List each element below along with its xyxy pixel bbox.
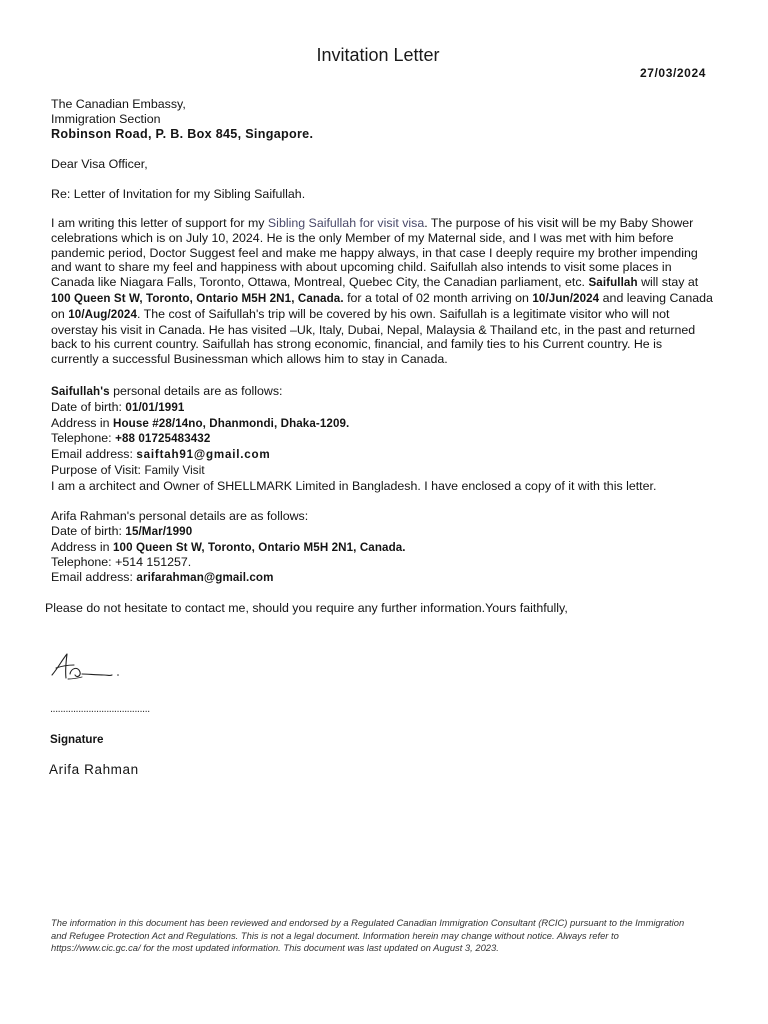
letter-title: Invitation Letter bbox=[316, 45, 440, 65]
signature-label: Signature bbox=[50, 733, 104, 746]
saifullah-phone: Telephone: +88 01725483432 bbox=[51, 431, 211, 446]
body-text: will stay at bbox=[637, 275, 699, 290]
body-paragraph bbox=[51, 216, 713, 367]
arifa-dob: Date of birth: 15/Mar/1990 bbox=[51, 523, 193, 538]
closing-line: Please do not hesitate to contact me, should you require any further information.Yours faithfully, bbox=[45, 601, 568, 615]
body-highlight: Sibling Saifullah for visit visa bbox=[267, 216, 425, 230]
saifullah-dob: Date of birth: 01/01/1991 bbox=[51, 399, 185, 414]
saifullah-occupation: I am a architect and Owner of SHELLMARK Limited in Bangladesh. I have enclosed a copy of it with this letter. bbox=[51, 478, 657, 493]
body-departure-date: 10/Aug/2024 bbox=[68, 307, 138, 321]
body-text: I am writing this letter of support for my bbox=[51, 216, 268, 230]
arifa-phone: Telephone: +514 151257. bbox=[51, 555, 192, 570]
letter-date: 27/03/2024 bbox=[639, 66, 706, 80]
saifullah-name: Saifullah's bbox=[51, 385, 110, 398]
arifa-address: Address in 100 Queen St W, Toronto, Ontario M5H 2N1, Canada. bbox=[51, 539, 406, 554]
body-text: . The cost of Saifullah's trip will be covered by his own. Saifullah is a legitimate visitor who will not overstay his visit in Canada. He has visited –Uk, Italy, Dubai, Nepal, Malaysia & Thailand etc, in the past and returned back to his current country. Saifullah has strong economic, financial, and family ties to his Current country. He is currently a successful Businessman which allows him to stay in Canada. bbox=[51, 306, 696, 367]
arifa-details bbox=[51, 509, 713, 586]
disclaimer-footer: The information in this document has been reviewed and endorsed by a Regulated Canadian Immigration Consultant (RCIC) pursuant to the Immigration and Refugee Protection Act and Regulations. This is not a legal document. Information herein may change without notice. Always refer to https://www.cic.gc.ca/ for the most updated information. This document was last updated on August 3, 2023. bbox=[51, 917, 685, 954]
body-text: and leaving Canada on bbox=[51, 290, 713, 321]
subject-line: Re: Letter of Invitation for my Sibling Saifullah. bbox=[51, 187, 306, 201]
salutation: Dear Visa Officer, bbox=[51, 157, 148, 171]
saifullah-address: Address in House #28/14no, Dhanmondi, Dhaka-1209. bbox=[51, 415, 350, 430]
arifa-intro: Arifa Rahman's personal details are as follows: bbox=[51, 509, 309, 523]
handwritten-signature bbox=[44, 648, 134, 688]
body-text: . The purpose of his visit will be my Baby Shower celebrations which is on July 10, 2024. He is the only Member of my Maternal side, and I was met with him before pandemic period, Doctor Suggest feel and make me happy always, in that case I deeply require my brother impending and want to share my feel and happiness with about upcoming child. Saifullah also intends to visit some places in Canada like Niagara Falls, Toronto, Ottawa, Montreal, Quebec City, the Canadian parliament, etc. bbox=[51, 216, 698, 290]
arifa-email: Email address: arifarahman@gmail.com bbox=[51, 570, 274, 585]
saifullah-purpose: Purpose of Visit: Family Visit bbox=[51, 462, 205, 477]
signer-name: Arifa Rahman bbox=[49, 762, 139, 777]
recipient-line-1: The Canadian Embassy, bbox=[51, 97, 186, 111]
body-stay-address: 100 Queen St W, Toronto, Ontario M5H 2N1, Canada. bbox=[51, 291, 344, 305]
body-name: Saifullah bbox=[588, 276, 638, 290]
signature-line: ....................................... bbox=[50, 703, 150, 715]
recipient-address bbox=[51, 97, 713, 141]
body-text: for a total of 02 month arriving on bbox=[343, 290, 533, 305]
body-arrival-date: 10/Jun/2024 bbox=[532, 291, 600, 305]
recipient-line-3: Robinson Road, P. B. Box 845, Singapore. bbox=[51, 126, 314, 141]
saifullah-details bbox=[51, 384, 713, 494]
saifullah-email: Email address: saiftah91@gmail.com bbox=[51, 447, 271, 462]
saifullah-intro: Saifullah's personal details are as follows: bbox=[51, 384, 283, 398]
recipient-line-2: Immigration Section bbox=[51, 111, 161, 126]
